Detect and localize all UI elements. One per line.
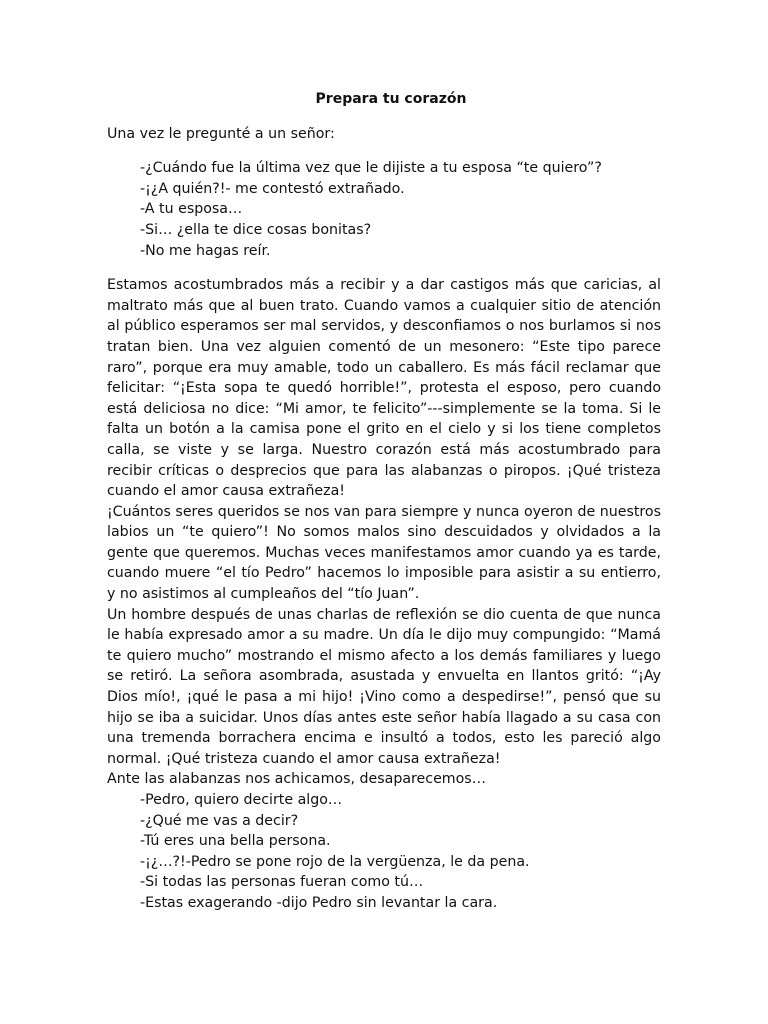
dialog-block-second	[107, 790, 661, 914]
dialog-line: -¿Cuándo fue la última vez que le dijiste a tu esposa “te quiero”?	[140, 160, 602, 177]
dialog-line: -Pedro, quiero decirte algo…	[140, 792, 343, 808]
dialog-line: -Si… ¿ella te dice cosas bonitas?	[140, 221, 372, 238]
dialog-line: -¿Qué me vas a decir?	[140, 812, 299, 829]
dialog-line: -¡¿…?!-Pedro se pone rojo de la vergüenza, le da pena.	[140, 853, 530, 870]
dialog-line: -Si todas las personas fueran como tú…	[140, 874, 424, 891]
document-title: Prepara tu corazón	[315, 91, 467, 107]
dialog-line: -Estas exagerando -dijo Pedro sin levantar la cara.	[140, 894, 498, 911]
dialog-line: -¡¿A quién?!- me contestó extrañado.	[140, 180, 405, 197]
intro-text: Una vez le pregunté a un señor:	[107, 125, 335, 142]
body-paragraph: Estamos acostumbrados más a recibir y a dar castigos más que caricias, al maltrato más que al buen trato. Cuando vamos a cualquier sitio de atención al público esperamos ser mal servidos, y desconfiamos o nos burlamos si nos tratan bien. Una vez alguien comentó de un mesonero: “Este tipo parece raro”, porque era muy amable, todo un caballero. Es más fácil reclamar que felicitar: “¡Esta sopa te quedó horrible!”, protesta el esposo, pero cuando está deliciosa no dice: “Mi amor, te felicito”---simplemente se la toma. Si le falta un botón a la camisa pone el grito en el cielo y si los tiene completos calla, se viste y se larga. Nuestro corazón está más acostumbrado para recibir críticas o desprecios que para las alabanzas o piropos. ¡Qué tristeza cuando el amor causa extrañeza!	[107, 277, 661, 500]
dialog-block-first	[107, 158, 661, 261]
body-paragraph: ¡Cuántos seres queridos se nos van para siempre y nunca oyeron de nuestros labios un “te quiero”! No somos malos sino descuidados y olvidados a la gente que queremos. Muchas veces manifestamos amor cuando ya es tarde, cuando muere “el tío Pedro” hacemos lo imposible para asistir a su entierro, y no asistimos al cumpleaños del “tío Juan”.	[107, 503, 661, 603]
body-paragraph: Un hombre después de unas charlas de reflexión se dio cuenta de que nunca le había expresado amor a su madre. Un día le dijo muy compungido: “Mamá te quiero mucho” mostrando el mismo afecto a los demás familiares y luego se retiró. La señora asombrada, asustada y envuelta en llantos gritó: “¡Ay Dios mío!, ¡qué le pasa a mi hijo! ¡Vino como a despedirse!”, pensó que su hijo se iba a suicidar. Unos días antes este señor había llagado a su casa con una tremenda borrachera encima e insultó a todos, esto les pareció algo normal. ¡Qué tristeza cuando el amor causa extrañeza!	[107, 606, 661, 767]
dialog-line: -A tu esposa…	[140, 201, 243, 218]
dialog-line: -Tú eres una bella persona.	[140, 833, 331, 850]
body-paragraph: Ante las alabanzas nos achicamos, desaparecemos…	[107, 771, 486, 788]
dialog-line: -No me hagas reír.	[140, 242, 271, 259]
document-page	[107, 89, 661, 914]
